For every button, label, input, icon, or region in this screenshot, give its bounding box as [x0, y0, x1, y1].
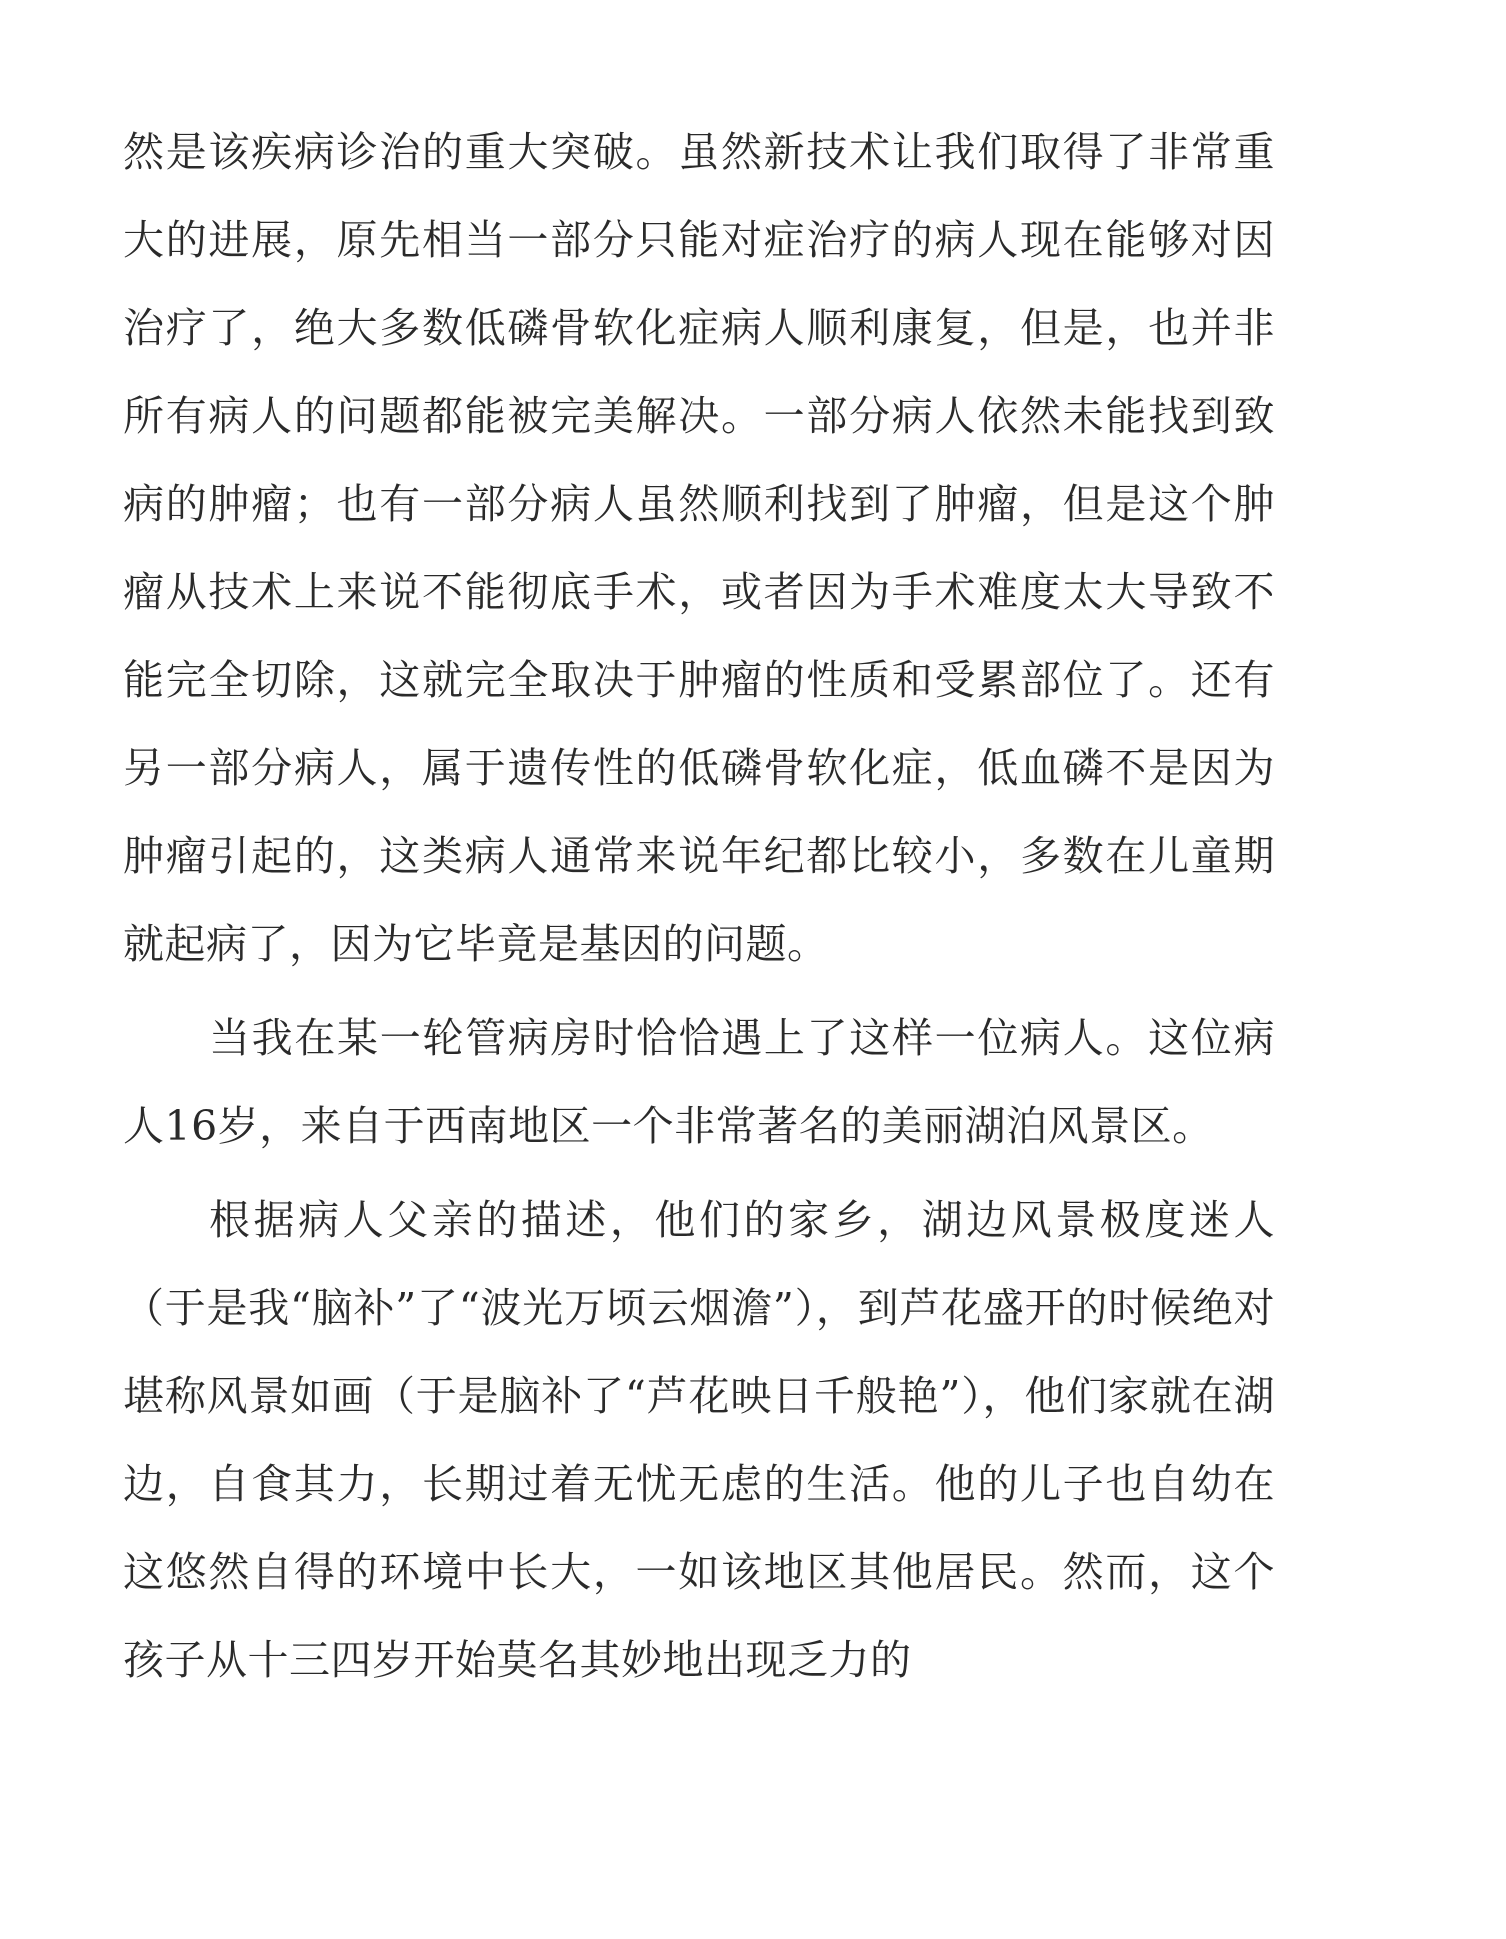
- paragraph-continued: 然是该疾病诊治的重大突破。虽然新技术让我们取得了非常重大的进展，原先相当一部分只能对症治疗的病人现在能够对因治疗了，绝大多数低磷骨软化症病人顺利康复，但是，也并非所有病人的问题都能被完美解决。一部分病人依然未能找到致病的肿瘤；也有一部分病人虽然顺利找到了肿瘤，但是这个肿瘤从技术上来说不能彻底手术，或者因为手术难度太大导致不能完全切除，这就完全取决于肿瘤的性质和受累部位了。还有另一部分病人，属于遗传性的低磷骨软化症，低血磷不是因为肿瘤引起的，这类病人通常来说年纪都比较小，多数在儿童期就起病了，因为它毕竟是基因的问题。: [123, 128, 1275, 968]
- paragraph-father-description: 根据病人父亲的描述，他们的家乡，湖边风景极度迷人（于是我“脑补”了“波光万顷云烟澹”），到芦花盛开的时候绝对堪称风景如画（于是脑补了“芦花映日千般艳”），他们家就在湖边，自食其力，长期过着无忧无虑的生活。他的儿子也自幼在这悠然自得的环境中长大，一如该地区其他居民。然而，这个孩子从十三四岁开始莫名其妙地出现乏力的: [123, 1196, 1275, 1684]
- document-page: [123, 108, 1275, 1704]
- paragraph-patient-intro: 当我在某一轮管病房时恰恰遇上了这样一位病人。这位病人16岁，来自于西南地区一个非常著名的美丽湖泊风景区。: [123, 1014, 1275, 1150]
